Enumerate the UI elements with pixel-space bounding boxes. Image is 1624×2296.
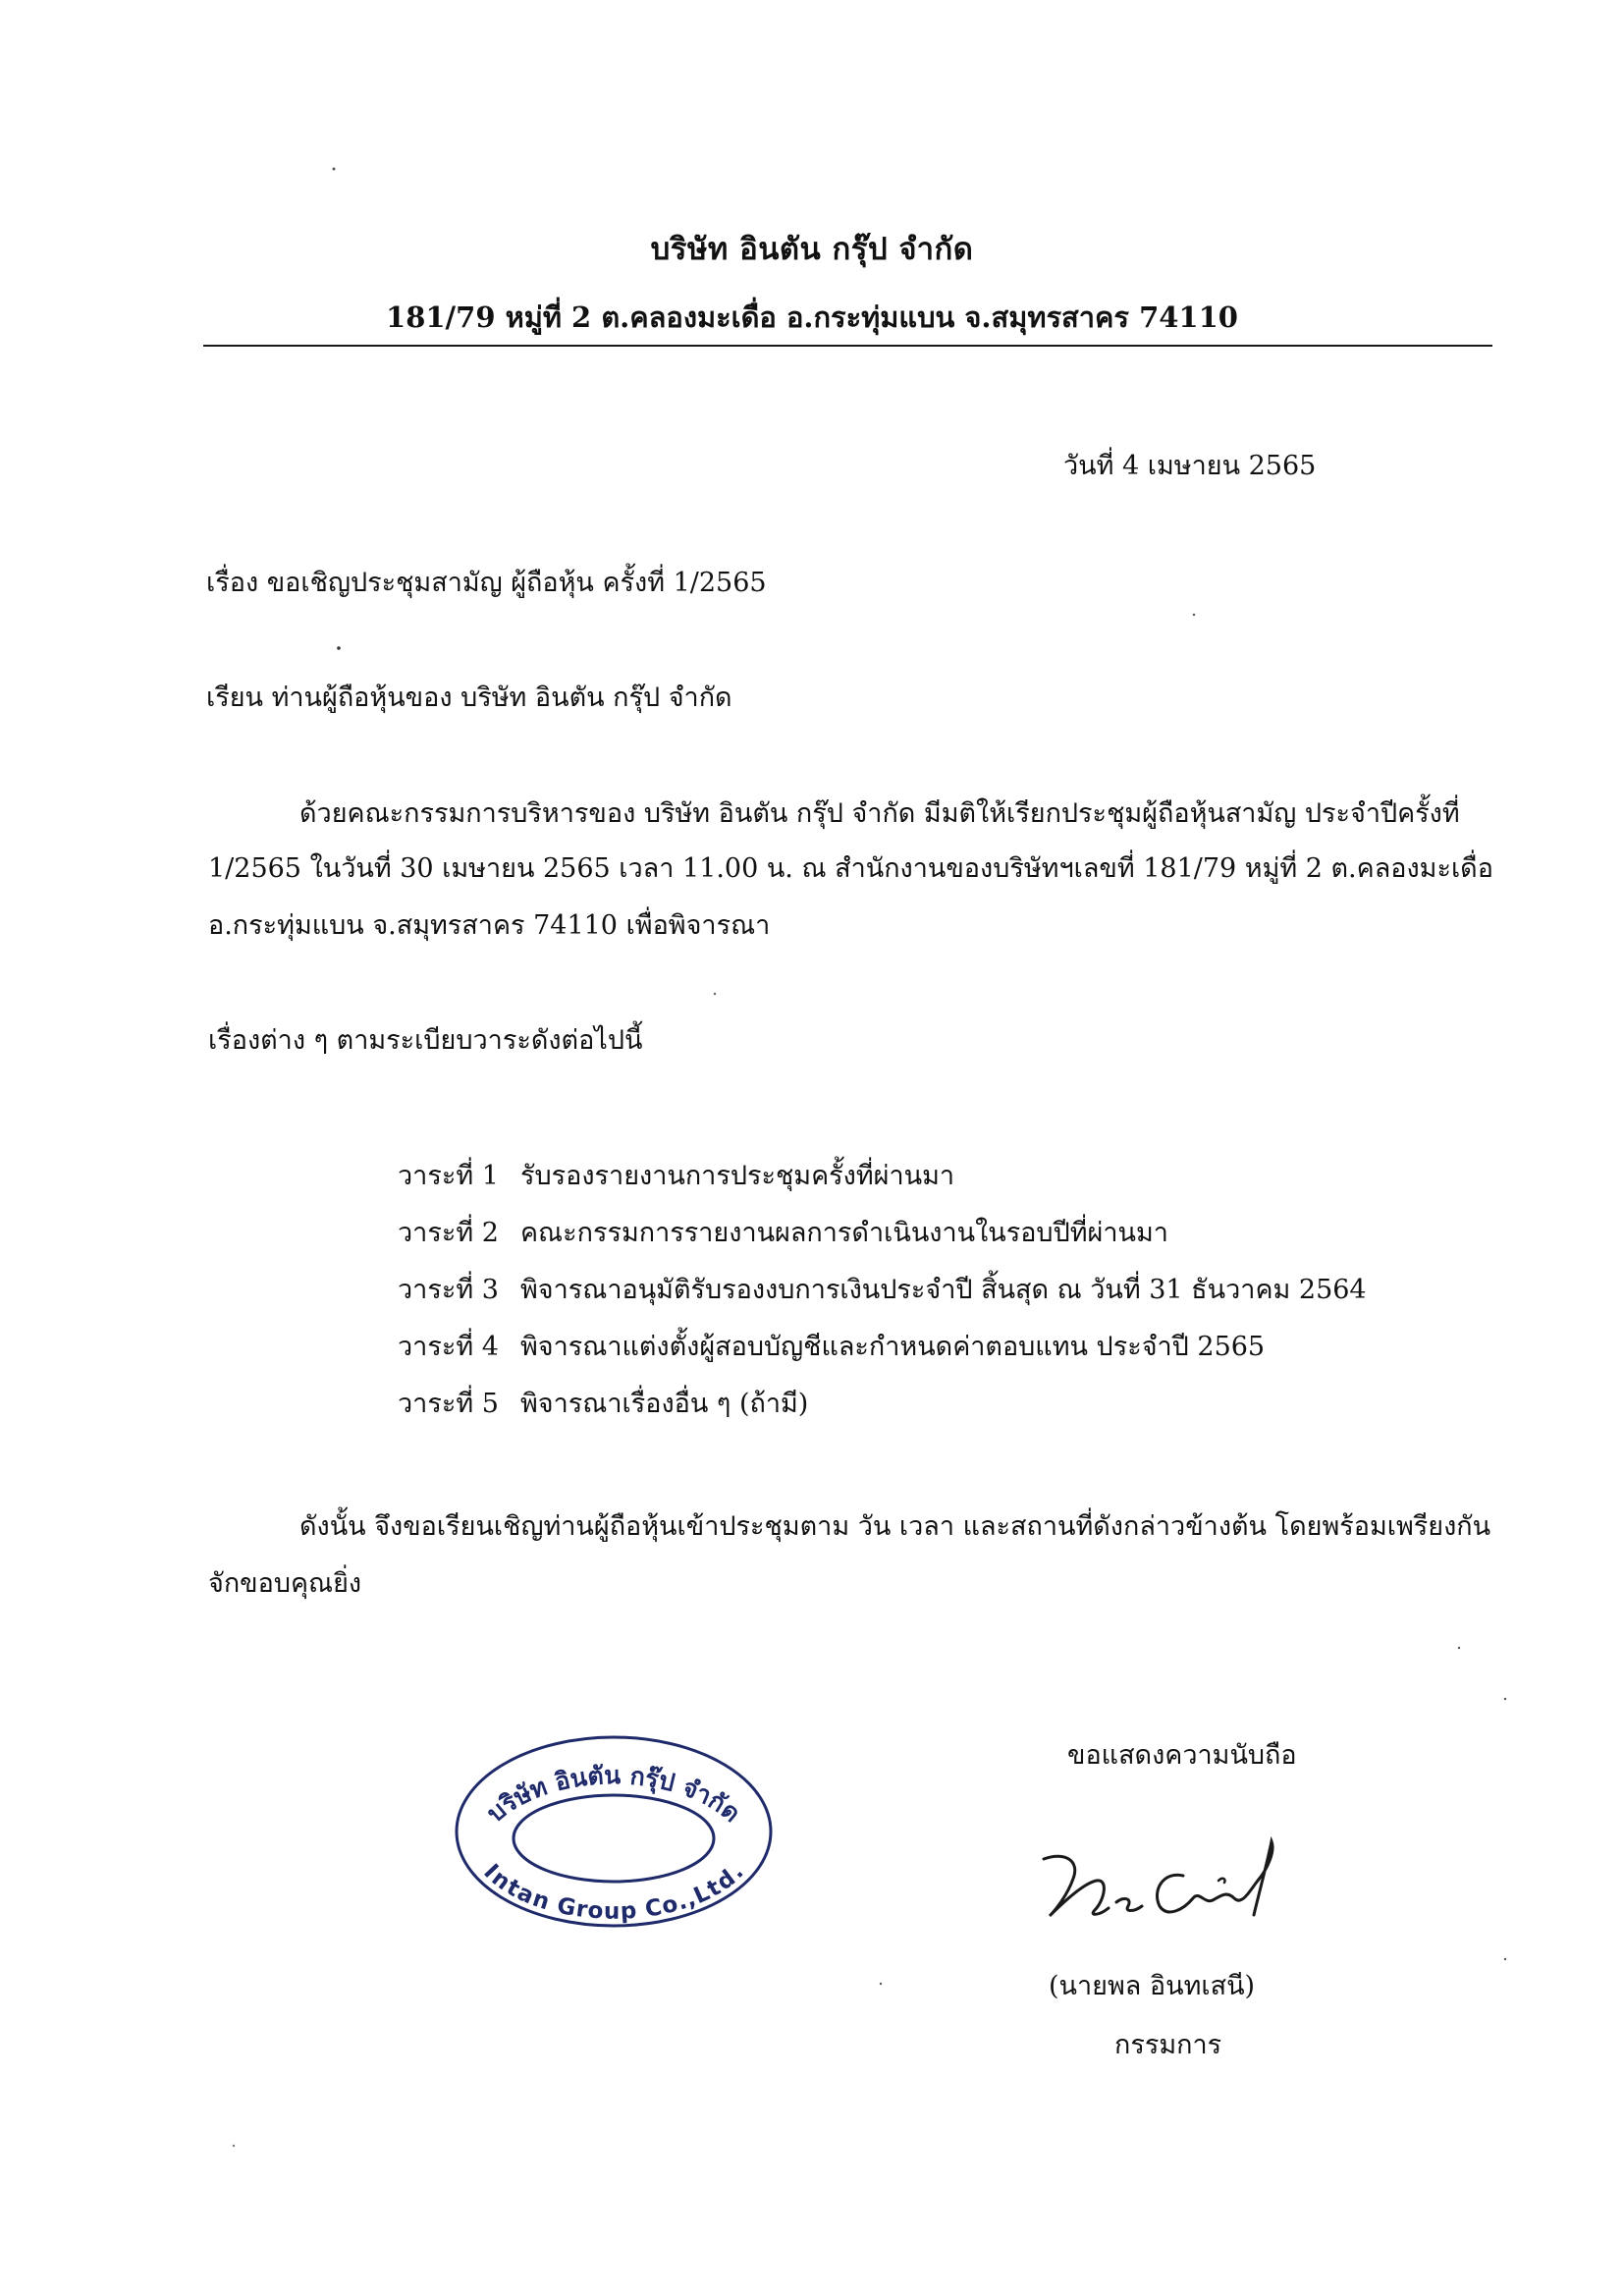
paragraph-line: 1/2565 ในวันที่ 30 เมษายน 2565 เวลา 11.00 น. ณ สำนักงานของบริษัทฯเลขที่ 181/79 หมู่ที่ 2 ต.คลองมะเดื่อ xyxy=(208,853,1493,884)
agenda-text: รับรองรายงานการประชุมครั้งที่ผ่านมา xyxy=(520,1161,955,1191)
agenda-number: วาระที่ 3 xyxy=(398,1275,499,1305)
company-name: บริษัท อินตัน กรุ๊ป จำกัด xyxy=(650,232,974,267)
agenda-number: วาระที่ 1 xyxy=(398,1161,499,1191)
stamp-bottom-text: Intan Group Co.,Ltd. xyxy=(478,1859,749,1925)
letter-subject: เรื่อง ขอเชิญประชุมสามัญ ผู้ถือหุ้น ครั้งที่ 1/2565 xyxy=(206,568,767,598)
signer-name: (นายพล อินทเสนี) xyxy=(1049,1971,1256,2001)
agenda-text: คณะกรรมการรายงานผลการดำเนินงานในรอบปีที่ผ่านมา xyxy=(520,1218,1168,1248)
stamp-top-text: บริษัท อินตัน กรุ๊ป จำกัด xyxy=(481,1761,746,1829)
company-address: 181/79 หมู่ที่ 2 ต.คลองมะเดื่อ อ.กระทุ่มแบน จ.สมุทรสาคร 74110 xyxy=(386,301,1238,334)
agenda-text: พิจารณาแต่งตั้งผู้สอบบัญชีและกำหนดค่าตอบแทน ประจำปี 2565 xyxy=(520,1332,1266,1362)
paragraph-line: อ.กระทุ่มแบน จ.สมุทรสาคร 74110 เพื่อพิจารณา xyxy=(208,910,771,941)
closing-line: จักขอบคุณยิ่ง xyxy=(208,1568,362,1599)
agenda-text: พิจารณาเรื่องอื่น ๆ (ถ้ามี) xyxy=(520,1389,809,1419)
regards-line: ขอแสดงความนับถือ xyxy=(1067,1740,1297,1771)
closing-line: ดังนั้น จึงขอเรียนเชิญท่านผู้ถือหุ้นเข้าประชุมตาม วัน เวลา และสถานที่ดังกล่าวข้างต้น โดยพร้อมเพรียงกัน xyxy=(299,1511,1491,1542)
signer-title: กรรมการ xyxy=(1114,2030,1222,2060)
paragraph-line: ด้วยคณะกรรมการบริหารของ บริษัท อินตัน กรุ๊ป จำกัด มีมติให้เรียกประชุมผู้ถือหุ้นสามัญ ประจำปีครั้งที่ xyxy=(299,798,1460,829)
agenda-number: วาระที่ 4 xyxy=(398,1332,499,1362)
agenda-number: วาระที่ 5 xyxy=(398,1389,499,1419)
agenda-number: วาระที่ 2 xyxy=(398,1218,499,1248)
agenda-text: พิจารณาอนุมัติรับรองงบการเงินประจำปี สิ้นสุด ณ วันที่ 31 ธันวาคม 2564 xyxy=(520,1275,1367,1305)
agenda-intro: เรื่องต่าง ๆ ตามระเบียบวาระดังต่อไปนี้ xyxy=(208,1025,643,1056)
letter-date: วันที่ 4 เมษายน 2565 xyxy=(1063,451,1317,481)
letter-salutation: เรียน ท่านผู้ถือหุ้นของ บริษัท อินตัน กรุ๊ป จำกัด xyxy=(206,683,732,713)
